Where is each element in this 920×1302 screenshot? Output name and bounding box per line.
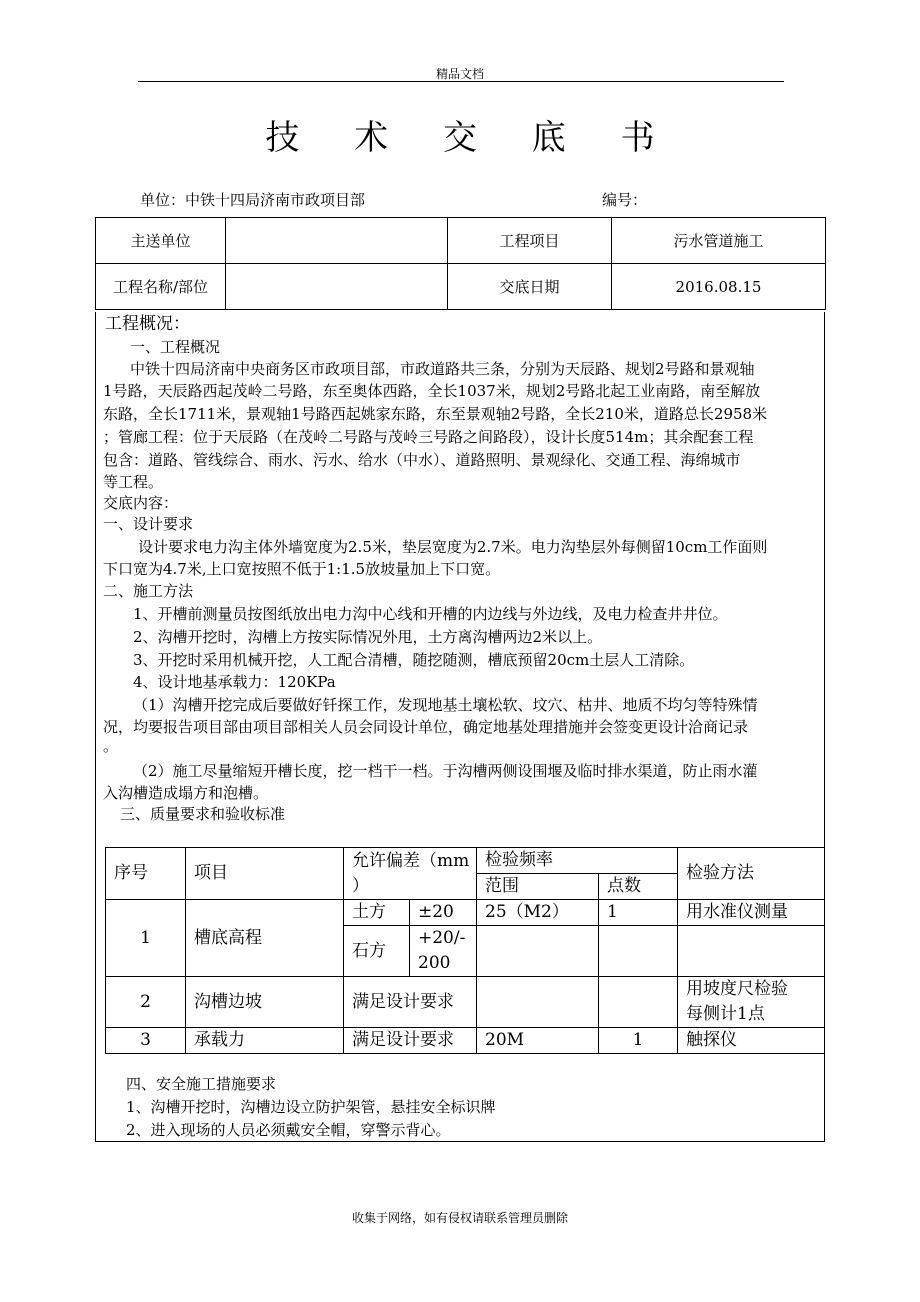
design-heading: 一、设计要求 — [103, 515, 194, 533]
row2-deviation: 满足设计要求 — [344, 977, 477, 1028]
paragraph-line: 。 — [103, 737, 119, 755]
info-value-recipient — [226, 218, 448, 264]
header-no: 序号 — [106, 848, 186, 900]
row3-item: 承载力 — [186, 1028, 344, 1054]
overview-subheading: 一、工程概况 — [130, 338, 221, 356]
info-row — [96, 264, 826, 310]
method-heading: 二、施工方法 — [103, 582, 194, 600]
quality-heading: 三、质量要求和验收标准 — [120, 805, 286, 823]
paragraph-line: 入沟槽造成塌方和泡槽。 — [103, 784, 269, 802]
header-method: 检验方法 — [678, 848, 825, 900]
header-deviation-part1: 允许偏差（mm — [352, 850, 470, 871]
row1b-value — [410, 926, 477, 977]
code-line: 编号： — [602, 191, 648, 209]
document-title: 技 术 交 底 书 — [265, 118, 677, 158]
row2-range — [477, 977, 599, 1028]
row1b-value-part1: +20/- — [418, 928, 466, 948]
safety-heading: 四、安全施工措施要求 — [126, 1075, 277, 1093]
design-line: 设计要求电力沟主体外墙宽度为2.5米，垫层宽度为2.7米。电力沟垫层外每侧留10cm工作面则 — [138, 538, 768, 556]
row2-points — [599, 977, 678, 1028]
paragraph-line: 况，均要报告项目部由项目部相关人员会同设计单位，确定地基处理措施并会签变更设计洽商记录 — [103, 718, 749, 736]
row1-item: 槽底高程 — [186, 900, 344, 977]
safety-line: 1、沟槽开挖时，沟槽边设立防护架管，悬挂安全标识牌 — [126, 1098, 496, 1116]
safety-line: 2、进入现场的人员必须戴安全帽，穿警示背心。 — [126, 1121, 451, 1139]
header-points: 点数 — [599, 874, 678, 900]
row3-points: 1 — [599, 1028, 678, 1054]
row1a-type: 土方 — [344, 900, 410, 926]
table-header-row — [106, 848, 825, 874]
page-header: 精品文档 — [435, 67, 484, 81]
info-label-name: 工程名称/部位 — [96, 264, 226, 310]
paragraph-line: （2）施工尽量缩短开槽长度，挖一档干一档。于沟槽两侧设围堰及临时排水渠道，防止雨水灌 — [133, 762, 758, 780]
table-row — [106, 1028, 825, 1054]
row1b-value-part2: 200 — [418, 953, 451, 973]
overview-line: 等工程。 — [103, 473, 164, 491]
info-label-recipient: 主送单位 — [96, 218, 226, 264]
info-value-project: 污水管道施工 — [612, 218, 826, 264]
row1-no: 1 — [106, 900, 186, 977]
row1a-value: ±20 — [410, 900, 477, 926]
info-label-project: 工程项目 — [448, 218, 612, 264]
paragraph-line: （1）沟槽开挖完成后要做好钎探工作，发现地基土壤松软、坟穴、枯井、地质不均匀等特殊情 — [133, 696, 758, 714]
quality-table — [105, 847, 825, 1054]
header-item: 项目 — [186, 848, 344, 900]
overview-line: 东路，全长1711米，景观轴1号路西起姚家东路，东至景观轴2号路，全长210米，道路总长2958米 — [103, 405, 768, 423]
row2-method-part2: 每侧计1点 — [686, 1004, 765, 1024]
row1a-range: 25（M2） — [477, 900, 599, 926]
overview-line: 1号路，天辰路西起茂岭二号路，东至奥体西路，全长1037米，规划2号路北起工业南路，南至解放 — [103, 382, 761, 400]
header-deviation — [344, 848, 477, 900]
method-line: 4、设计地基承载力：120KPa — [133, 673, 336, 691]
info-label-date: 交底日期 — [448, 264, 612, 310]
page-footer: 收集于网络，如有侵权请联系管理员删除 — [351, 1211, 568, 1225]
row1b-type: 石方 — [344, 926, 410, 977]
content-heading: 交底内容： — [103, 494, 179, 512]
row1a-points: 1 — [599, 900, 678, 926]
info-value-date: 2016.08.15 — [612, 264, 826, 310]
info-table — [95, 217, 826, 310]
row1b-range — [477, 926, 599, 977]
row3-range: 20M — [477, 1028, 599, 1054]
design-line: 下口宽为4.7米,上口宽按照不低于1:1.5放坡量加上下口宽。 — [103, 560, 501, 578]
unit-line: 单位：中铁十四局济南市政项目部 — [140, 191, 366, 209]
row3-method: 触探仪 — [678, 1028, 825, 1054]
table-row — [106, 977, 825, 1028]
row2-method — [678, 977, 825, 1028]
info-value-name — [226, 264, 448, 310]
row3-no: 3 — [106, 1028, 186, 1054]
row3-deviation: 满足设计要求 — [344, 1028, 477, 1054]
table-row — [106, 900, 825, 926]
info-row — [96, 218, 826, 264]
row1b-method — [678, 926, 825, 977]
header-frequency: 检验频率 — [477, 848, 678, 874]
header-deviation-part2: ） — [352, 875, 369, 896]
row2-item: 沟槽边坡 — [186, 977, 344, 1028]
row2-method-part1: 用坡度尺检验 — [686, 979, 788, 999]
overview-line: 中铁十四局济南中央商务区市政项目部，市政道路共三条，分别为天辰路、规划2号路和景观轴 — [130, 360, 755, 378]
overview-line: 包含：道路、管线综合、雨水、污水、给水（中水）、道路照明、景观绿化、交通工程、海绵城市 — [103, 451, 741, 469]
row1a-method: 用水准仪测量 — [678, 900, 825, 926]
overview-heading: 工程概况： — [105, 314, 190, 334]
row1b-points — [599, 926, 678, 977]
method-line: 3、开挖时采用机械开挖，人工配合清槽，随挖随测，槽底预留20cm土层人工清除。 — [133, 651, 695, 669]
header-rule — [138, 81, 784, 82]
header-range: 范围 — [477, 874, 599, 900]
row2-no: 2 — [106, 977, 186, 1028]
method-line: 1、开槽前测量员按图纸放出电力沟中心线和开槽的内边线与外边线，及电力检查井井位。 — [133, 605, 728, 623]
method-line: 2、沟槽开挖时，沟槽上方按实际情况外甩，土方离沟槽两边2米以上。 — [133, 628, 603, 646]
overview-line: ；管廊工程：位于天辰路（在茂岭二号路与茂岭三号路之间路段），设计长度514m；其余配套工程 — [103, 428, 754, 446]
